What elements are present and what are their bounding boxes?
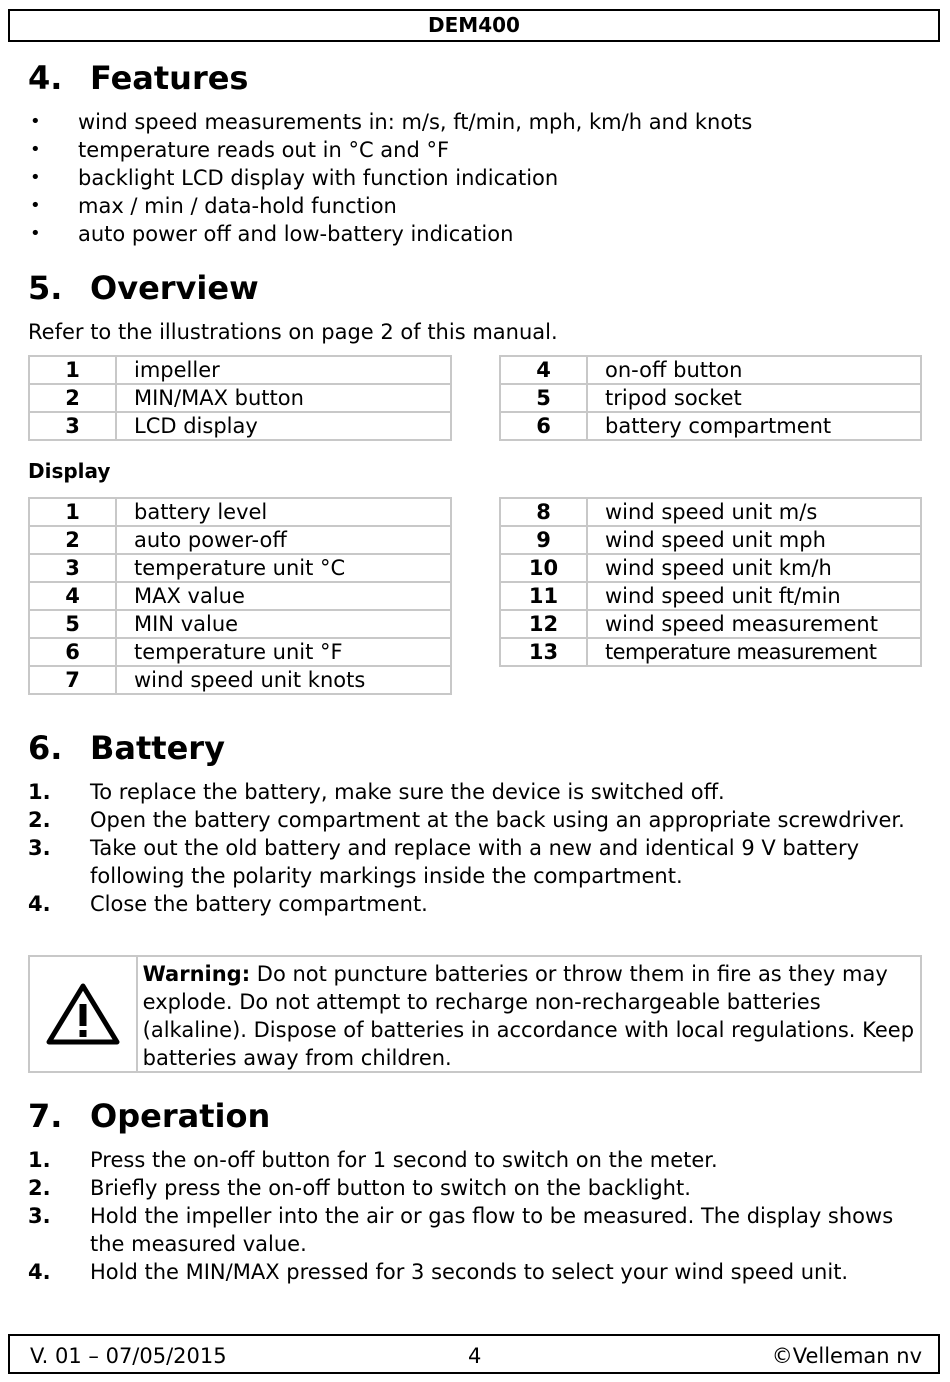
table-row: 5 tripod socket xyxy=(500,384,921,412)
display-table-left xyxy=(28,497,452,695)
page-header xyxy=(8,9,940,42)
overview-heading xyxy=(28,268,259,308)
bullet-icon: • xyxy=(30,139,41,160)
list-item: 2. Briefly press the on-off button to switch on the backlight. xyxy=(28,1176,691,1200)
battery-steps xyxy=(28,778,928,918)
display-table-right xyxy=(499,497,922,667)
table-row: 10 wind speed unit km/h xyxy=(500,554,921,582)
bullet-icon: • xyxy=(30,167,41,188)
table-row: 7 wind speed unit knots xyxy=(29,666,451,694)
list-item: 4. Hold the MIN/MAX pressed for 3 seconds to select your wind speed unit. xyxy=(28,1260,849,1284)
battery-heading xyxy=(28,728,225,768)
display-subheading: Display xyxy=(28,459,111,483)
section-number: 7. xyxy=(28,1097,63,1135)
parts-table-right xyxy=(499,355,922,441)
bullet-icon: • xyxy=(30,111,41,132)
warning-label: Warning: xyxy=(142,962,251,986)
table-row: 3 LCD display xyxy=(29,412,451,440)
list-item: • wind speed measurements in: m/s, ft/min, mph, km/h and knots xyxy=(30,110,753,134)
warning-icon-cell xyxy=(30,957,138,1071)
overview-intro: Refer to the illustrations on page 2 of this manual. xyxy=(28,320,558,344)
table-row: 6 battery compartment xyxy=(500,412,921,440)
list-item: 2. Open the battery compartment at the back using an appropriate screwdriver. xyxy=(28,808,905,832)
document-title: DEM400 xyxy=(428,13,520,37)
table-row: 1 battery level xyxy=(29,498,451,526)
warning-triangle-icon xyxy=(46,982,120,1046)
list-item: • max / min / data-hold function xyxy=(30,194,397,218)
bullet-icon: • xyxy=(30,223,41,244)
table-row: 2 auto power-off xyxy=(29,526,451,554)
list-item: 3. Hold the impeller into the air or gas flow to be measured. The display shows the measured value. xyxy=(28,1204,894,1256)
table-row: 2 MIN/MAX button xyxy=(29,384,451,412)
section-number: 4. xyxy=(28,59,63,97)
section-title: Features xyxy=(90,59,249,97)
list-item: • backlight LCD display with function indication xyxy=(30,166,559,190)
operation-steps xyxy=(28,1146,928,1286)
table-row: 11 wind speed unit ft/min xyxy=(500,582,921,610)
table-row: 4 on-off button xyxy=(500,356,921,384)
page-footer xyxy=(8,1334,940,1374)
features-heading xyxy=(28,58,248,98)
section-title: Overview xyxy=(90,269,259,307)
table-row: 3 temperature unit °C xyxy=(29,554,451,582)
table-row: 6 temperature unit °F xyxy=(29,638,451,666)
table-row: 12 wind speed measurement xyxy=(500,610,921,638)
list-item: • temperature reads out in °C and °F xyxy=(30,138,450,162)
warning-text xyxy=(138,957,920,1071)
list-item: 3. Take out the old battery and replace with a new and identical 9 V battery following the polarity markings inside the compartment. xyxy=(28,836,860,888)
table-row: 9 wind speed unit mph xyxy=(500,526,921,554)
list-item: 1. To replace the battery, make sure the device is switched off. xyxy=(28,780,725,804)
warning-body: Do not puncture batteries or throw them in fire as they may explode. Do not attempt to recharge non-rechargeable batteries (alkaline). Dispose of batteries in accordance with local regulations. Keep batteries away from children. xyxy=(142,962,915,1070)
section-number: 5. xyxy=(28,269,63,307)
section-title: Battery xyxy=(90,729,225,767)
features-list xyxy=(28,108,752,248)
version-date: V. 01 – 07/05/2015 xyxy=(30,1344,227,1368)
operation-heading xyxy=(28,1096,270,1136)
table-row: 5 MIN value xyxy=(29,610,451,638)
bullet-icon: • xyxy=(30,195,41,216)
table-row: 4 MAX value xyxy=(29,582,451,610)
parts-table-left xyxy=(28,355,452,441)
page-number: 4 xyxy=(468,1344,482,1368)
section-number: 6. xyxy=(28,729,63,767)
warning-box xyxy=(28,955,922,1073)
section-title: Operation xyxy=(90,1097,271,1135)
list-item: 1. Press the on-off button for 1 second to switch on the meter. xyxy=(28,1148,718,1172)
table-row: 8 wind speed unit m/s xyxy=(500,498,921,526)
table-row: 13 temperature measurement xyxy=(500,638,921,666)
copyright: ©Velleman nv xyxy=(771,1344,922,1368)
list-item: 4. Close the battery compartment. xyxy=(28,892,428,916)
table-row: 1 impeller xyxy=(29,356,451,384)
list-item: • auto power off and low-battery indication xyxy=(30,222,514,246)
